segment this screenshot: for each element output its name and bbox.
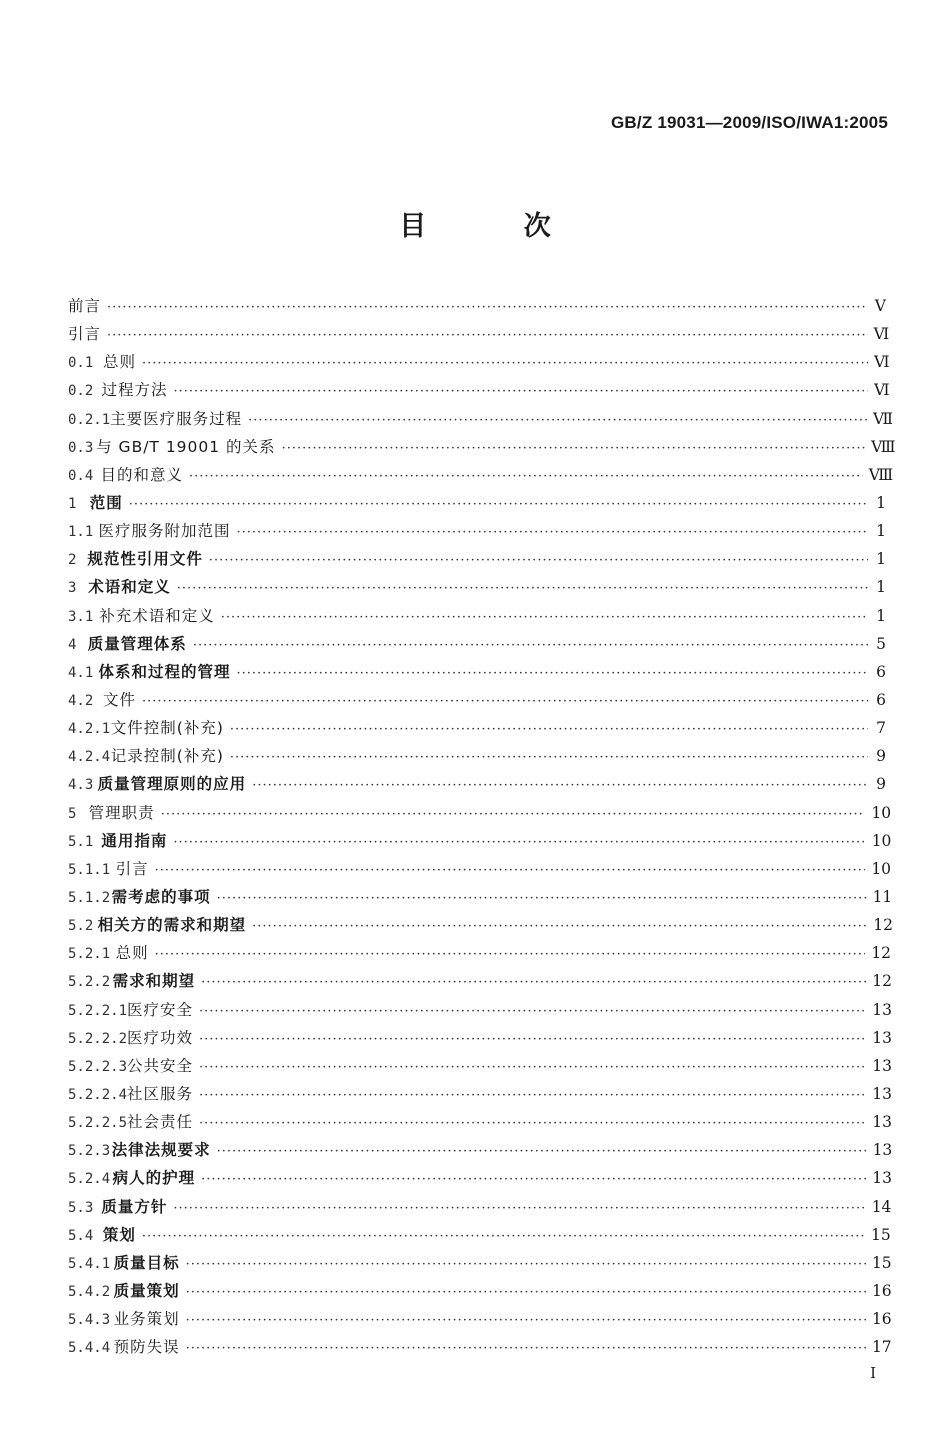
toc-entry-number: 5.4.4 [68,1340,111,1357]
toc-entry-page: 1 [876,606,886,625]
toc-leader-dots [221,604,868,632]
toc-entry-title: 医疗服务附加范围 [98,522,231,541]
toc-leader-dots [186,1279,866,1307]
table-of-contents [68,292,896,1361]
toc-entry[interactable] [68,405,894,433]
toc-entry-page: 12 [872,972,892,991]
toc-entry-title: 总则 [102,353,136,372]
toc-entry[interactable] [68,1333,892,1361]
toc-entry-number: 4.1 [68,664,94,681]
toc-entry-page: 6 [876,690,886,709]
toc-entry[interactable] [68,1221,891,1249]
toc-entry-title: 主要医疗服务过程 [110,409,243,428]
toc-leader-dots [252,913,867,941]
toc-entry[interactable] [68,883,893,911]
toc-leader-dots [199,1082,866,1110]
toc-entry-page: Ⅶ [873,409,894,428]
toc-entry-title: 规范性引用文件 [87,550,203,569]
toc-entry-page: 12 [871,944,892,963]
toc-entry-title: 术语和定义 [88,578,171,597]
toc-leader-dots [248,407,867,435]
toc-entry-number: 5.4 [68,1227,94,1244]
toc-leader-dots [142,688,868,716]
toc-leader-dots [186,1335,866,1363]
toc-entry-title: 病人的护理 [112,1169,196,1188]
toc-entry-title: 通用指南 [101,831,168,850]
toc-entry[interactable] [68,348,890,376]
toc-leader-dots [161,801,866,829]
toc-entry-number: 1.1 [68,524,94,541]
toc-leader-dots [199,1110,866,1138]
toc-entry-page: 6 [876,662,886,681]
toc-entry[interactable] [68,967,892,995]
page-title: 目 次 [399,211,595,242]
toc-entry[interactable] [68,376,890,404]
toc-leader-dots [230,744,868,772]
toc-entry-number: 2 [68,552,77,569]
toc-entry-page: 13 [872,1113,892,1132]
toc-entry-page: 11 [872,887,893,906]
toc-entry-title: 法律法规要求 [111,1141,211,1160]
toc-entry[interactable] [68,602,886,630]
toc-entry-number: 5 [68,805,77,822]
toc-entry-page: 15 [871,1253,892,1272]
toc-entry-page: 16 [871,1281,892,1300]
toc-entry-page: 10 [871,803,892,822]
toc-leader-dots [201,1166,866,1194]
toc-entry-page: 13 [872,1056,892,1075]
toc-entry[interactable] [68,1164,892,1192]
toc-entry-number: 5.2.3 [68,1143,111,1160]
toc-entry-title: 引言 [68,325,102,344]
toc-entry-number: 5.2.2.4 [68,1086,128,1103]
toc-entry[interactable] [68,911,894,939]
toc-entry-title: 质量策划 [113,1281,180,1300]
toc-leader-dots [142,350,868,378]
toc-entry-page: Ⅵ [874,353,890,372]
standard-code: GB/Z 19031—2009/ISO/IWA1:2005 [611,113,888,132]
toc-entry-title: 医疗安全 [127,1000,194,1019]
toc-entry-number: 5.2.4 [68,1171,111,1188]
toc-leader-dots [199,1054,866,1082]
toc-entry-page: 16 [871,1310,892,1329]
toc-entry[interactable] [68,573,886,601]
toc-entry[interactable] [68,433,896,461]
toc-entry-title: 医疗功效 [127,1028,194,1047]
toc-entry-page: 13 [872,1028,892,1047]
toc-entry-page: 15 [871,1225,891,1244]
toc-entry-number: 5.2.2.3 [68,1058,128,1075]
toc-entry[interactable] [68,770,886,798]
toc-entry[interactable] [68,1305,892,1333]
toc-entry[interactable] [68,1136,893,1164]
toc-leader-dots [236,519,868,547]
toc-entry-number: 5.2 [68,918,94,935]
toc-leader-dots [236,660,868,688]
toc-entry-page: 14 [871,1197,892,1216]
toc-entry-title: 记录控制(补充) [110,747,224,766]
toc-entry-title: 社会责任 [127,1113,194,1132]
toc-entry-page: 17 [871,1338,892,1357]
toc-entry-number: 4.3 [68,777,94,794]
toc-leader-dots [199,1026,866,1054]
page-number: I [870,1364,876,1382]
toc-leader-dots [230,716,868,744]
toc-entry-title: 文件 [102,690,136,709]
toc-entry-title: 前言 [68,297,102,315]
toc-entry-title: 质量管理体系 [87,634,187,653]
toc-entry-number: 4.2.1 [68,721,111,738]
toc-entry-title: 范围 [89,493,123,512]
toc-leader-dots [217,885,867,913]
toc-entry[interactable] [68,1024,892,1052]
toc-entry-number: 1 [68,495,77,512]
toc-entry-title: 预防失误 [113,1338,180,1357]
toc-entry-number: 3.1 [68,608,94,625]
toc-leader-dots [186,1307,866,1335]
toc-entry-number: 5.4.2 [68,1283,111,1300]
toc-entry-title: 总则 [115,944,149,963]
toc-entry-number: 0.2 [68,383,94,400]
toc-leader-dots [107,322,868,350]
toc-entry-title: 策划 [102,1225,136,1244]
toc-entry[interactable] [68,1080,892,1108]
toc-entry[interactable] [68,714,886,742]
toc-entry-title: 质量方针 [101,1197,168,1216]
toc-entry-page: 12 [873,916,894,935]
toc-entry-page: 5 [876,634,886,653]
toc-entry[interactable] [68,489,886,517]
toc-leader-dots [129,491,868,519]
toc-entry[interactable] [68,996,892,1024]
toc-entry-number: 5.2.2.5 [68,1115,128,1132]
toc-entry-title: 质量管理原则的应用 [97,775,247,794]
toc-entry-title: 体系和过程的管理 [98,662,231,681]
toc-leader-dots [217,1138,867,1166]
toc-entry-number: 0.3 [68,439,94,456]
toc-entry-title: 补充术语和定义 [99,606,215,625]
toc-leader-dots [173,1195,865,1223]
toc-entry-page: 7 [876,719,886,738]
toc-entry-page: Ⅴ [874,297,886,315]
toc-leader-dots [209,547,868,575]
toc-entry-page: 10 [871,859,892,878]
toc-leader-dots [189,463,863,491]
toc-leader-dots [201,969,866,997]
toc-entry-number: 5.3 [68,1199,94,1216]
toc-entry-number: 5.1.1 [68,861,111,878]
toc-entry-number: 3 [68,580,77,597]
toc-leader-dots [186,1251,866,1279]
toc-leader-dots [199,998,866,1026]
toc-entry-number: 4.2.4 [68,749,111,766]
toc-entry[interactable] [68,545,886,573]
toc-entry-page: 9 [876,775,886,794]
toc-entry-title: 文件控制(补充) [110,719,224,738]
toc-entry-page: Ⅵ [873,325,890,344]
toc-entry-title: 需求和期望 [112,972,196,991]
toc-entry[interactable] [68,686,886,714]
toc-leader-dots [142,1223,865,1251]
toc-entry-page: 1 [876,493,886,512]
toc-entry-number: 5.4.1 [68,1255,111,1272]
toc-entry-number: 0.2.1 [68,411,111,428]
toc-entry-page: Ⅷ [871,437,896,456]
toc-entry-page: 1 [876,578,886,597]
toc-entry-number: 5.2.2.1 [68,1002,128,1019]
toc-leader-dots [173,829,865,857]
toc-entry-page: 1 [876,550,886,569]
toc-entry-title: 过程方法 [101,381,168,400]
toc-entry[interactable] [68,461,894,489]
toc-entry-page: 10 [871,831,892,850]
toc-entry[interactable] [68,827,892,855]
toc-leader-dots [173,378,868,406]
toc-entry-number: 4 [68,636,77,653]
toc-entry-title: 质量目标 [113,1253,180,1272]
toc-entry-number: 5.1.2 [68,889,111,906]
toc-entry-title: 业务策划 [113,1310,180,1329]
toc-entry-title: 引言 [115,859,149,878]
toc-entry[interactable] [68,1277,892,1305]
toc-entry[interactable] [68,630,886,658]
toc-entry-title: 与 GB/T 19001 的关系 [96,437,276,456]
toc-entry-number: 5.2.1 [68,946,111,963]
toc-entry-title: 公共安全 [127,1056,194,1075]
toc-entry[interactable] [68,855,892,883]
toc-leader-dots [107,294,868,322]
toc-entry[interactable] [68,1193,892,1221]
toc-entry[interactable] [68,320,890,348]
toc-entry-page: 13 [872,1141,893,1160]
toc-entry-page: 13 [872,1084,892,1103]
toc-entry-number: 5.1 [68,833,94,850]
toc-entry[interactable] [68,939,892,967]
toc-entry-title: 相关方的需求和期望 [97,916,247,935]
toc-entry[interactable] [68,1052,892,1080]
toc-leader-dots [282,435,866,463]
toc-entry-number: 0.1 [68,355,94,372]
toc-leader-dots [177,575,868,603]
toc-entry-title: 管理职责 [88,803,155,822]
toc-entry[interactable] [68,658,886,686]
toc-entry-page: 13 [872,1169,892,1188]
toc-leader-dots [155,941,866,969]
toc-entry-title: 社区服务 [127,1084,194,1103]
toc-entry-page: 9 [876,747,886,766]
toc-entry-page: 13 [872,1000,892,1019]
toc-leader-dots [155,857,866,885]
toc-entry-page: Ⅷ [868,465,894,484]
toc-entry-page: 1 [876,522,886,541]
toc-entry[interactable] [68,517,886,545]
toc-entry-page: Ⅵ [874,381,890,400]
toc-leader-dots [252,772,868,800]
toc-entry-number: 4.2 [68,692,94,709]
toc-entry-number: 0.4 [68,467,94,484]
toc-leader-dots [193,632,868,660]
toc-entry-number: 5.2.2 [68,974,111,991]
toc-entry-number: 5.4.3 [68,1312,111,1329]
toc-entry[interactable] [68,1249,892,1277]
toc-entry[interactable] [68,1108,892,1136]
toc-entry[interactable] [68,799,892,827]
toc-entry[interactable] [68,292,886,320]
toc-entry-number: 5.2.2.2 [68,1030,128,1047]
toc-entry-title: 需考虑的事项 [111,887,211,906]
toc-entry[interactable] [68,742,886,770]
toc-entry-title: 目的和意义 [100,465,183,484]
